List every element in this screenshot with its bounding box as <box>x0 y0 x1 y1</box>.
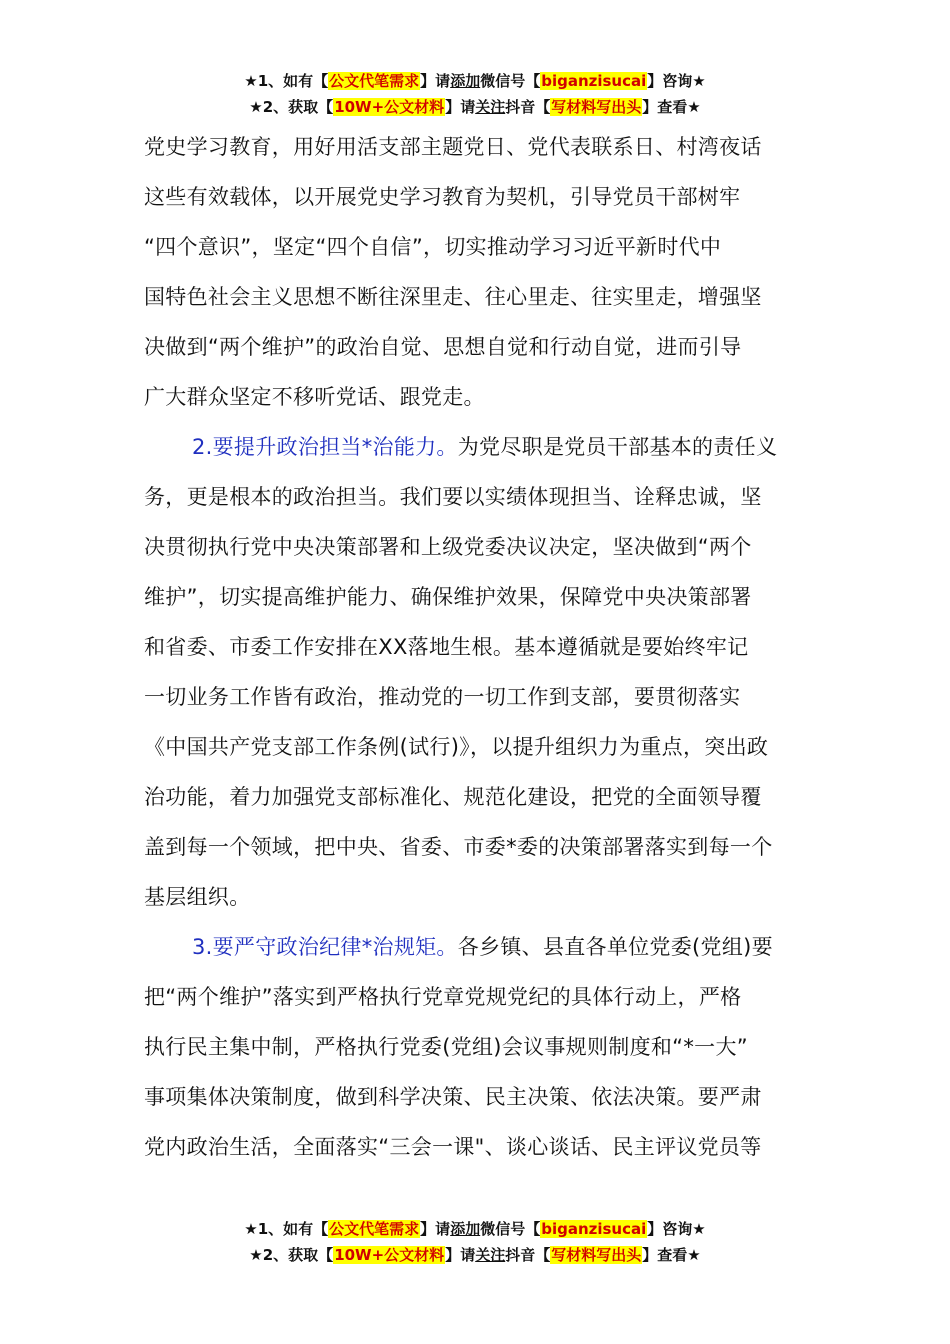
text-line: 2.要提升政治担当*治能力。为党尽职是党员干部基本的责任义 <box>192 435 778 459</box>
promo-highlight: 公文代笔需求 <box>329 1220 420 1238</box>
text-line: 这些有效载体，以开展党史学习教育为契机，引导党员干部树牢 <box>144 185 741 209</box>
text-line: 和省委、市委工作安排在XX落地生根。基本遵循就是要始终牢记 <box>144 635 749 659</box>
text-line: 维护”，切实提高维护能力、确保维护效果，保障党中央决策部署 <box>144 585 752 609</box>
text-line: “四个意识”，坚定“四个自信”，切实推动学习习近平新时代中 <box>144 235 722 259</box>
promo-highlight: 10W+公文材料 <box>334 98 445 116</box>
promo-line-2: ★2、获取【10W+公文材料】请关注抖音【写材料写出头】查看★ <box>249 98 701 116</box>
text-line: 把“两个维护”落实到严格执行党章党规党纪的具体行动上，严格 <box>144 985 742 1009</box>
promo-highlight: 10W+公文材料 <box>334 1246 445 1264</box>
text-line: 治功能，着力加强党支部标准化、规范化建设，把党的全面领导覆 <box>144 785 762 809</box>
promo-line-2: ★2、获取【10W+公文材料】请关注抖音【写材料写出头】查看★ <box>249 1246 701 1264</box>
text-line: 广大群众坚定不移听党话、跟党走。 <box>144 385 485 409</box>
text-line: 执行民主集中制，严格执行党委(党组)会议事规则制度和“*一大” <box>144 1035 748 1059</box>
text-line: 一切业务工作皆有政治，推动党的一切工作到支部，要贯彻落实 <box>144 685 741 709</box>
paragraph-2 <box>144 422 810 922</box>
bottom-promo-banner <box>0 1216 950 1268</box>
text-line: 事项集体决策制度，做到科学决策、民主决策、依法决策。要严肃 <box>144 1085 762 1109</box>
paragraph-1 <box>144 122 810 422</box>
text-line: 盖到每一个领域，把中央、省委、市委*委的决策部署落实到每一个 <box>144 835 773 859</box>
text-line: 决贯彻执行党中央决策部署和上级党委决议决定，坚决做到“两个 <box>144 535 752 559</box>
section-heading: 2.要提升政治担当*治能力。 <box>192 435 458 459</box>
text-line: 党内政治生活，全面落实“三会一课"、谈心谈话、民主评议党员等 <box>144 1135 762 1159</box>
text-line: 国特色社会主义思想不断往深里走、往心里走、往实里走，增强坚 <box>144 285 762 309</box>
paragraph-3 <box>144 922 810 1172</box>
douyin-id-highlight: 写材料写出头 <box>551 1246 642 1264</box>
wechat-id-highlight: biganzisucai <box>541 72 647 90</box>
promo-line-1: ★1、如有【公文代笔需求】请添加微信号【biganzisucai】咨询★ <box>244 72 706 90</box>
document-body <box>144 122 810 1172</box>
douyin-id-highlight: 写材料写出头 <box>551 98 642 116</box>
text-line: 基层组织。 <box>144 885 251 909</box>
wechat-id-highlight: biganzisucai <box>541 1220 647 1238</box>
text-line: 3.要严守政治纪律*治规矩。各乡镇、县直各单位党委(党组)要 <box>192 935 773 959</box>
promo-line-1: ★1、如有【公文代笔需求】请添加微信号【biganzisucai】咨询★ <box>244 1220 706 1238</box>
text-line: 务，更是根本的政治担当。我们要以实绩体现担当、诠释忠诚，坚 <box>144 485 762 509</box>
section-heading: 3.要严守政治纪律*治规矩。 <box>192 935 458 959</box>
top-promo-banner <box>0 68 950 120</box>
promo-highlight: 公文代笔需求 <box>329 72 420 90</box>
text-line: 《中国共产党支部工作条例(试行)》，以提升组织力为重点，突出政 <box>144 735 769 759</box>
text-line: 决做到“两个维护”的政治自觉、思想自觉和行动自觉，进而引导 <box>144 335 742 359</box>
text-line: 党史学习教育，用好用活支部主题党日、党代表联系日、村湾夜话 <box>144 135 762 159</box>
